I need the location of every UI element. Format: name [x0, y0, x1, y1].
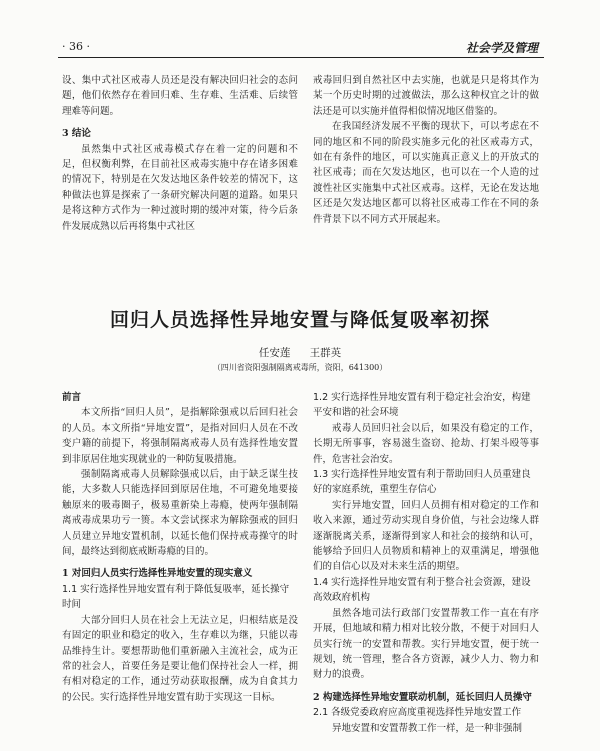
section-heading: 2 构建选择性异地安置联动机制，延长回归人员操守: [313, 691, 532, 703]
paragraph: 虽然各地司法行政部门安置帮教工作一直在有序开展，但地域和精力相对比较分散，不便于对回归人员实行统一的安置和帮教。实行异地安置，便于统一规划，统一管理，整合各方资源，减少人力、物力和财力的浪费。: [313, 607, 539, 681]
paragraph: 大部分回归人员在社会上无法立足，归根结底是没有固定的职业和稳定的收入，生存难以为继，只能以毒品维持生计。要想帮助他们重新融入主流社会，成为正常的社会人，首要任务是要让他们保持社会人一样，拥有相对稳定的工作，通过劳动获取报酬，成为自食其力的公民。实行选择性异地安置有助于实现这一目标。: [62, 614, 298, 703]
paragraph: 异地安置和安置帮教工作一样，是一种非强制: [332, 722, 523, 734]
subsection-heading: 2.1 各级党委政府应高度重视选择性异地安置工作: [313, 707, 522, 719]
paragraph: 戒毒人员回归社会以后，如果没有稳定的工作，长期无所事事，容易滋生盗窃、抢劫、打架斗殴等事件，危害社会治安。: [313, 422, 539, 465]
paragraph: 设、集中式社区戒毒人员还是没有解决回归社会的态问题，他们依然存在着回归难、生存难、生活难、后续管理难等问题。: [62, 75, 298, 117]
bottom-left-column: [62, 390, 298, 705]
subsection-heading: 1.3 实行选择性异地安置有利于帮助回归人员重建良好的家庭系统，重塑生存信心: [313, 469, 531, 496]
paragraph: 强制隔离戒毒人员解除强戒以后，由于缺乏谋生技能，大多数人只能选择回到原居住地，不可避免地要接触原来的吸毒圈子，极易重新染上毒瘾，使两年强制隔离戒毒成果功亏一篑。本文尝试探求为解除强戒的回归人员建立异地安置机制，以延长他们保持戒毒操守的时间，最终达到彻底戒断毒瘾的目的。: [62, 469, 298, 558]
subsection-heading: 1.4 实行选择性异地安置有利于整合社会资源，建设高效政府机构: [313, 576, 531, 604]
top-left-column: [62, 73, 298, 234]
page-number: · 36 ·: [62, 40, 90, 53]
affiliation: （四川省资阳强制隔离戒毒所，资阳，641300）: [212, 363, 388, 372]
paragraph: 虽然集中式社区戒毒模式存在着一定的问题和不足，但权衡利弊，在目前社区戒毒实施中存在诸多困难的情况下，特别是在欠发达地区条件较差的情况下，这种做法也算是探索了一条研究解决问题的道路。如果只是将这种方式作为一种过渡时期的缓冲对策，待今后条件发展成熟以后再将集中式社区: [62, 143, 298, 232]
subsection-heading: 1.1 实行选择性异地安置有利于降低复吸率，延长操守时间: [62, 583, 290, 611]
paragraph: 在我国经济发展不平衡的现状下，可以考虑在不同的地区和不同的阶段实施多元化的社区戒毒方式，如在有条件的地区，可以实施真正意义上的开放式的社区戒毒；而在欠发达地区，也可以在一个人造的过渡性社区实施集中式社区戒毒。这样，无论在发达地区还是欠发达地区都可以将社区戒毒工作在不同的条件背景下以不同方式开展起来。: [313, 121, 539, 225]
top-right-column: [313, 73, 539, 227]
author-name: 任安莲: [258, 347, 291, 359]
header-rule: [58, 57, 544, 58]
paragraph: 实行异地安置，回归人员拥有相对稳定的工作和收入来源，通过劳动实现自身价值，与社会边缘人群逐渐脱离关系，逐渐得到家人和社会的接纳和认可，能够给予回归人员物质和精神上的双重满足，增强他们的自信心以及对未来生活的期望。: [313, 499, 539, 573]
subsection-heading: 1.2 实行选择性异地安置有利于稳定社会治安，构建平安和谐的社会环境: [313, 392, 531, 419]
journal-name: 社会学及管理: [465, 41, 538, 55]
section-heading: 1 对回归人员实行选择性异地安置的现实意义: [62, 568, 253, 580]
paragraph: 戒毒回归到自然社区中去实施，也就是只是将其作为某一个历史时期的过渡做法，那么这种权宜之计的做法还是可以实施并值得相似情况地区借鉴的。: [313, 75, 539, 117]
preface-heading: 前言: [62, 392, 82, 403]
authors: [0, 345, 600, 360]
article-title: 回归人员选择性异地安置与降低复吸率初探: [109, 309, 490, 331]
author-name: 王群英: [309, 347, 342, 359]
bottom-right-column: [313, 390, 539, 736]
section-heading-conclusion: 3 结论: [62, 128, 91, 140]
paragraph: 本文所指“回归人员”，是指解除强戒以后回归社会的人员。本文所指“异地安置”，是指对回归人员在不改变户籍的前提下，将强制隔离戒毒人员有选择性地安置到非原居住地实现就业的一种防复吸措施。: [62, 407, 298, 465]
